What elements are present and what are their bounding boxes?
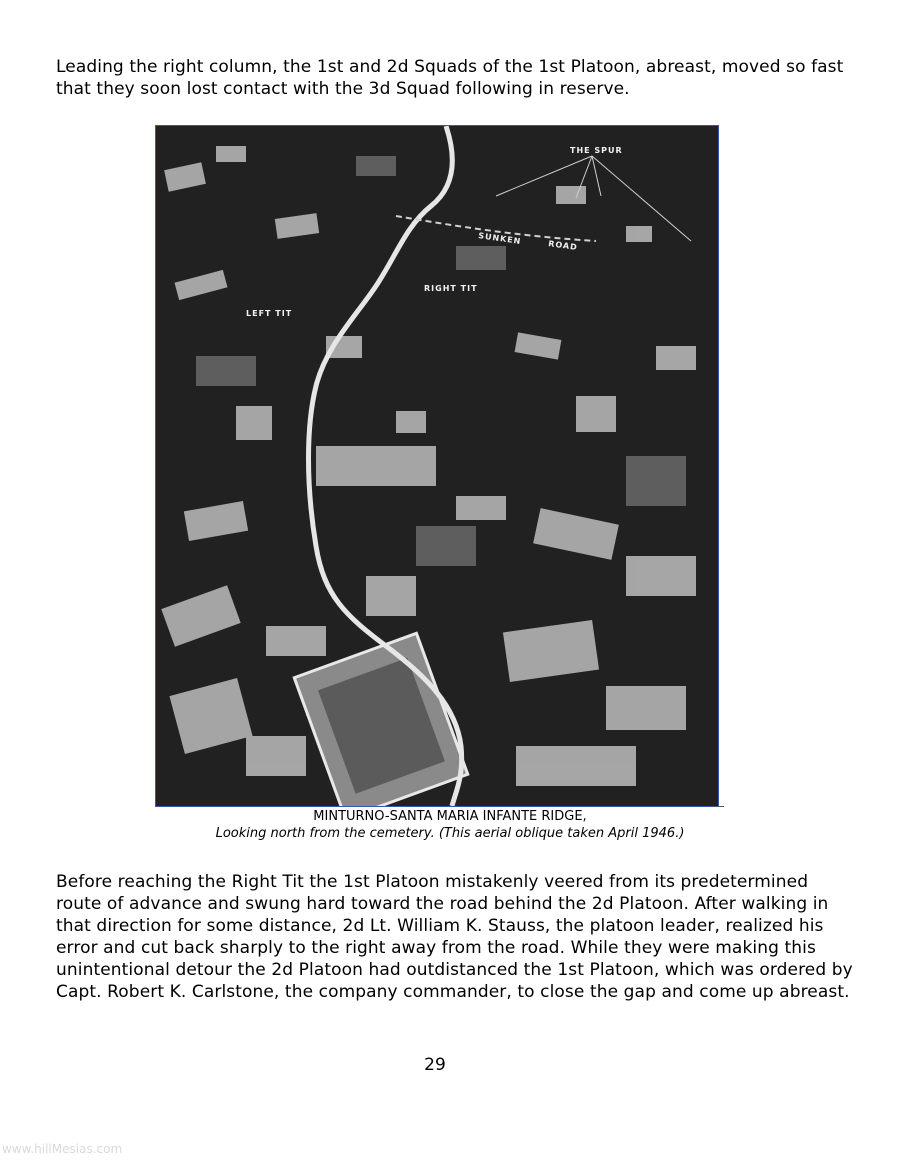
label-right-tit: RIGHT TIT xyxy=(424,284,478,293)
label-the-spur: THE SPUR xyxy=(570,146,623,155)
page-number: 29 xyxy=(424,1055,446,1075)
body-paragraph: Before reaching the Right Tit the 1st Platoon mistakenly veered from its predetermined route of advance and swung hard toward the road behind the 2d Platoon. After walking in that direction for some distance, 2d Lt. William K. Stauss, the platoon leader, realized his error and cut back sharply to the right away from the road. While they were making this unintentional detour the 2d Platoon had outdistanced the 1st Platoon, which was ordered by Capt. Robert K. Carlstone, the company commander, to close the gap and come up abreast. xyxy=(56,872,853,1002)
photo-caption-subtitle: Looking north from the cemetery. (This aerial oblique taken April 1946.) xyxy=(215,826,685,841)
photo-caption-title: MINTURNO-SANTA MARIA INFANTE RIDGE, xyxy=(313,809,587,824)
label-road: ROAD xyxy=(547,239,579,253)
label-sunken: SUNKEN xyxy=(477,231,522,247)
intro-paragraph: Leading the right column, the 1st and 2d Squads of the 1st Platoon, abreast, moved so fast that they soon lost contact with the 3d Squad following in reserve. xyxy=(56,57,844,99)
watermark: www.hillMesias.com xyxy=(2,1142,123,1156)
caption-rule xyxy=(714,806,724,807)
aerial-photo xyxy=(155,125,719,807)
label-left-tit: LEFT TIT xyxy=(246,309,293,318)
